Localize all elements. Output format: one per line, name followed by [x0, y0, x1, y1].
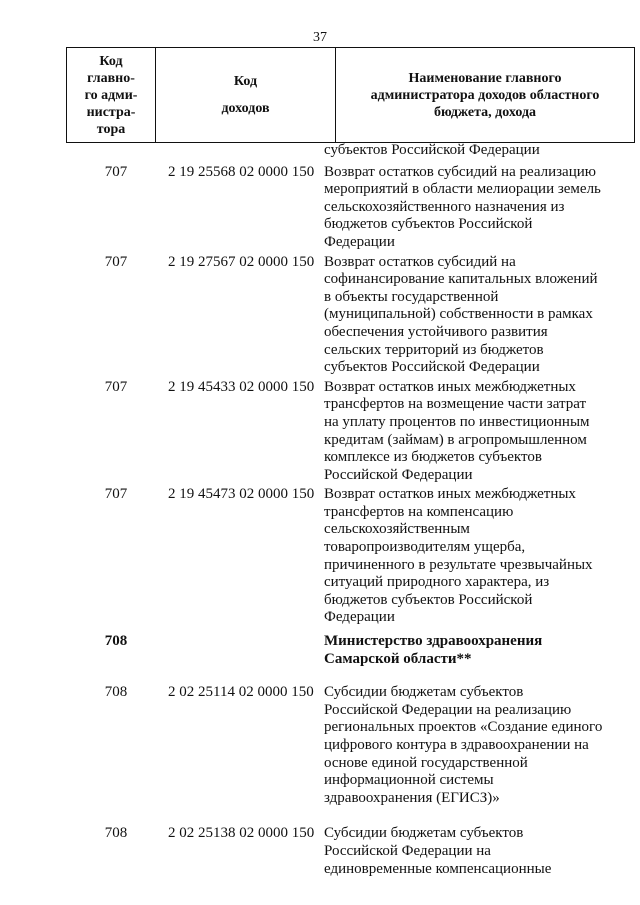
name-line: сельскохозяйственным: [324, 521, 470, 538]
name-line: сельских территорий из бюджетов: [324, 341, 544, 358]
name-line: Российской Федерации на реализацию: [324, 701, 572, 718]
name-line: Субсидии бюджетам субъектов: [324, 825, 524, 842]
table-body: [66, 142, 609, 878]
name-line: софинансирование капитальных вложений: [324, 271, 598, 288]
name-line: субъектов Российской Федерации: [324, 359, 540, 376]
admin-code: 707: [104, 486, 128, 503]
name-line: бюджетов субъектов Российской: [324, 591, 533, 608]
name-line: обеспечения устойчивого развития: [324, 323, 548, 340]
name-line: информационной системы: [324, 772, 494, 789]
table-header: [66, 47, 635, 143]
name-line: региональных проектов «Создание единого: [324, 719, 603, 736]
name-line: трансфертов на компенсацию: [324, 503, 514, 520]
income-name: [324, 254, 609, 377]
name-line: Российской Федерации на: [324, 842, 491, 859]
name-line: Возврат остатков иных межбюджетных: [324, 378, 576, 395]
income-name: [324, 164, 609, 252]
header-admin-code: Код главно- го адми- нистра- тора: [67, 48, 156, 143]
table-row: [66, 379, 609, 485]
continuation-text: субъектов Российской Федерации: [324, 142, 540, 158]
income-name: [324, 684, 609, 807]
income-code: 2 19 45433 02 0000 150: [168, 378, 315, 395]
name-line: сельскохозяйственного назначения из: [324, 198, 565, 215]
income-code: 2 19 27567 02 0000 150: [168, 253, 315, 270]
name-line: ситуаций природного характера, из: [324, 574, 550, 591]
income-name: [324, 825, 609, 878]
name-line: Федерации: [324, 609, 395, 626]
income-code: 2 19 45473 02 0000 150: [168, 486, 315, 503]
name-line: комплексе из бюджетов субъектов: [324, 449, 542, 466]
table-row: [66, 486, 609, 627]
income-name: [324, 379, 609, 485]
name-line: основе единой государственной: [324, 754, 528, 771]
name-line: (муниципальной) собственности в рамках: [324, 306, 593, 323]
name-line: Возврат остатков субсидий на: [324, 253, 516, 270]
name-line: Самарской области**: [324, 650, 472, 667]
name-line: цифрового контура в здравоохранении на: [324, 737, 589, 753]
name-line: Министерство здравоохранения: [324, 633, 543, 650]
table-row: [66, 825, 609, 878]
name-line: Федерации: [324, 233, 395, 250]
name-line: кредитам (займам) в агропромышленном: [324, 431, 587, 448]
income-name: [324, 633, 609, 668]
name-line: Российской Федерации: [324, 466, 473, 483]
table-rows: [66, 164, 609, 879]
income-name: [324, 486, 609, 627]
name-line: Субсидии бюджетам субъектов: [324, 684, 524, 701]
name-line: мероприятий в области мелиорации земель: [324, 181, 601, 198]
name-line: Возврат остатков иных межбюджетных: [324, 486, 576, 503]
name-line: бюджетов субъектов Российской: [324, 216, 533, 233]
table-row: [66, 254, 609, 377]
income-code: [166, 633, 324, 668]
admin-code: 708: [104, 684, 128, 701]
admin-code: 708: [104, 633, 128, 650]
name-line: трансфертов на возмещение части затрат: [324, 396, 587, 413]
name-line: в объекты государственной: [324, 288, 499, 305]
name-line: товаропроизводителям ущерба,: [324, 539, 526, 556]
income-code: 2 02 25138 02 0000 150: [168, 825, 315, 842]
admin-code: 707: [104, 378, 128, 395]
page-number: 37: [313, 30, 327, 45]
admin-code: 708: [104, 825, 128, 842]
admin-code: 707: [104, 253, 128, 270]
income-code: 2 19 25568 02 0000 150: [168, 163, 315, 180]
income-code: 2 02 25114 02 0000 150: [168, 684, 314, 701]
name-line: единовременные компенсационные: [324, 860, 552, 877]
admin-code: 707: [104, 163, 128, 180]
header-income-code: Код доходов: [156, 48, 336, 143]
table-row: [66, 633, 609, 668]
name-line: здравоохранения (ЕГИСЗ)»: [324, 789, 500, 806]
name-line: причиненного в результате чрезвычайных: [324, 556, 593, 573]
header-name: Наименование главного администратора доходов областного бюджета, дохода: [336, 48, 635, 143]
table-row: [66, 164, 609, 252]
name-line: на уплату процентов по инвестиционным: [324, 413, 590, 430]
table-row: [66, 684, 609, 807]
continuation-row: [66, 142, 609, 160]
name-line: Возврат остатков субсидий на реализацию: [324, 163, 596, 180]
